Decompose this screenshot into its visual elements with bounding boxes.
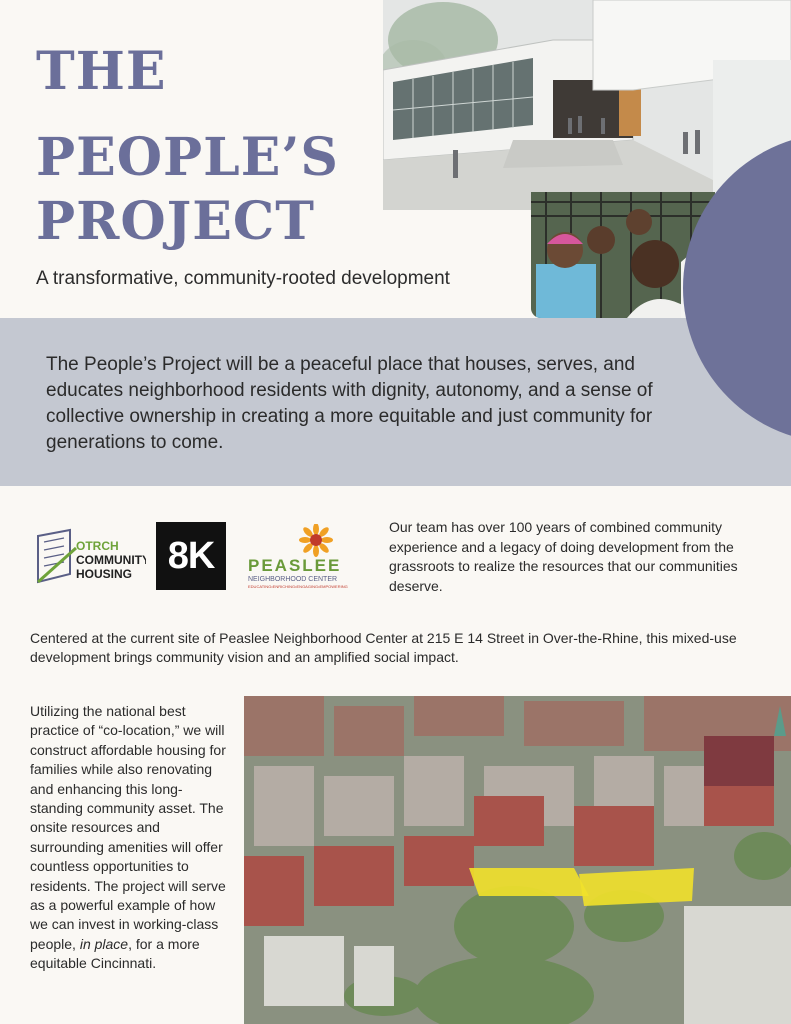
otrch-logo-line2: COMMUNITY	[76, 553, 146, 567]
page-title-line-1: THE	[36, 41, 167, 102]
aerial-site-photo	[244, 696, 791, 1024]
paragraph-text-before: Utilizing the national best practice of “co-location,” we will construct affordable housing for families while also renovating and enhancing this long-standing community asset. The onsite resources and surrounding amenities will offer countless opportunities to residents. The project will serve as a powerful example of how we can invest in working-class people,	[30, 703, 226, 952]
otrch-logo	[36, 528, 146, 586]
otrch-logo-line3: HOUSING	[76, 567, 133, 581]
team-description: Our team has over 100 years of combined community experience and a legacy of doing development from the grassroots to realize the resources that our communities deserve.	[389, 519, 738, 594]
page-subtitle: A transformative, community-rooted development	[36, 268, 450, 289]
peaslee-logo-tagline: EDUCATING•ENRICHING•ENGAGING•EMPOWERING	[248, 584, 348, 589]
page-title-line-3: PROJECT	[36, 191, 315, 252]
peaslee-logo-name: PEASLEE	[248, 556, 342, 575]
peaslee-logo-sub: NEIGHBORHOOD CENTER	[248, 576, 338, 583]
eightk-logo: 8K	[156, 522, 226, 590]
otrch-logo-line1: OTRCH	[76, 539, 119, 553]
peaslee-logo	[244, 524, 360, 590]
co-location-paragraph	[30, 702, 230, 974]
mission-statement: The People’s Project will be a peaceful place that houses, serves, and educates neighborhood residents with dignity, autonomy, and a sense of collective ownership in creating a more equitable and just community for generations to come.	[46, 354, 653, 453]
paragraph-text-after: , for a more equitable Cincinnati.	[30, 935, 200, 972]
paragraph-emphasis: in place	[79, 935, 129, 952]
site-description: Centered at the current site of Peaslee Neighborhood Center at 215 E 14 Street in Over-the-Rhine, this mixed-use development brings community vision and an amplified social impact.	[30, 630, 737, 665]
page-title-line-2: PEOPLE’S	[36, 127, 339, 188]
